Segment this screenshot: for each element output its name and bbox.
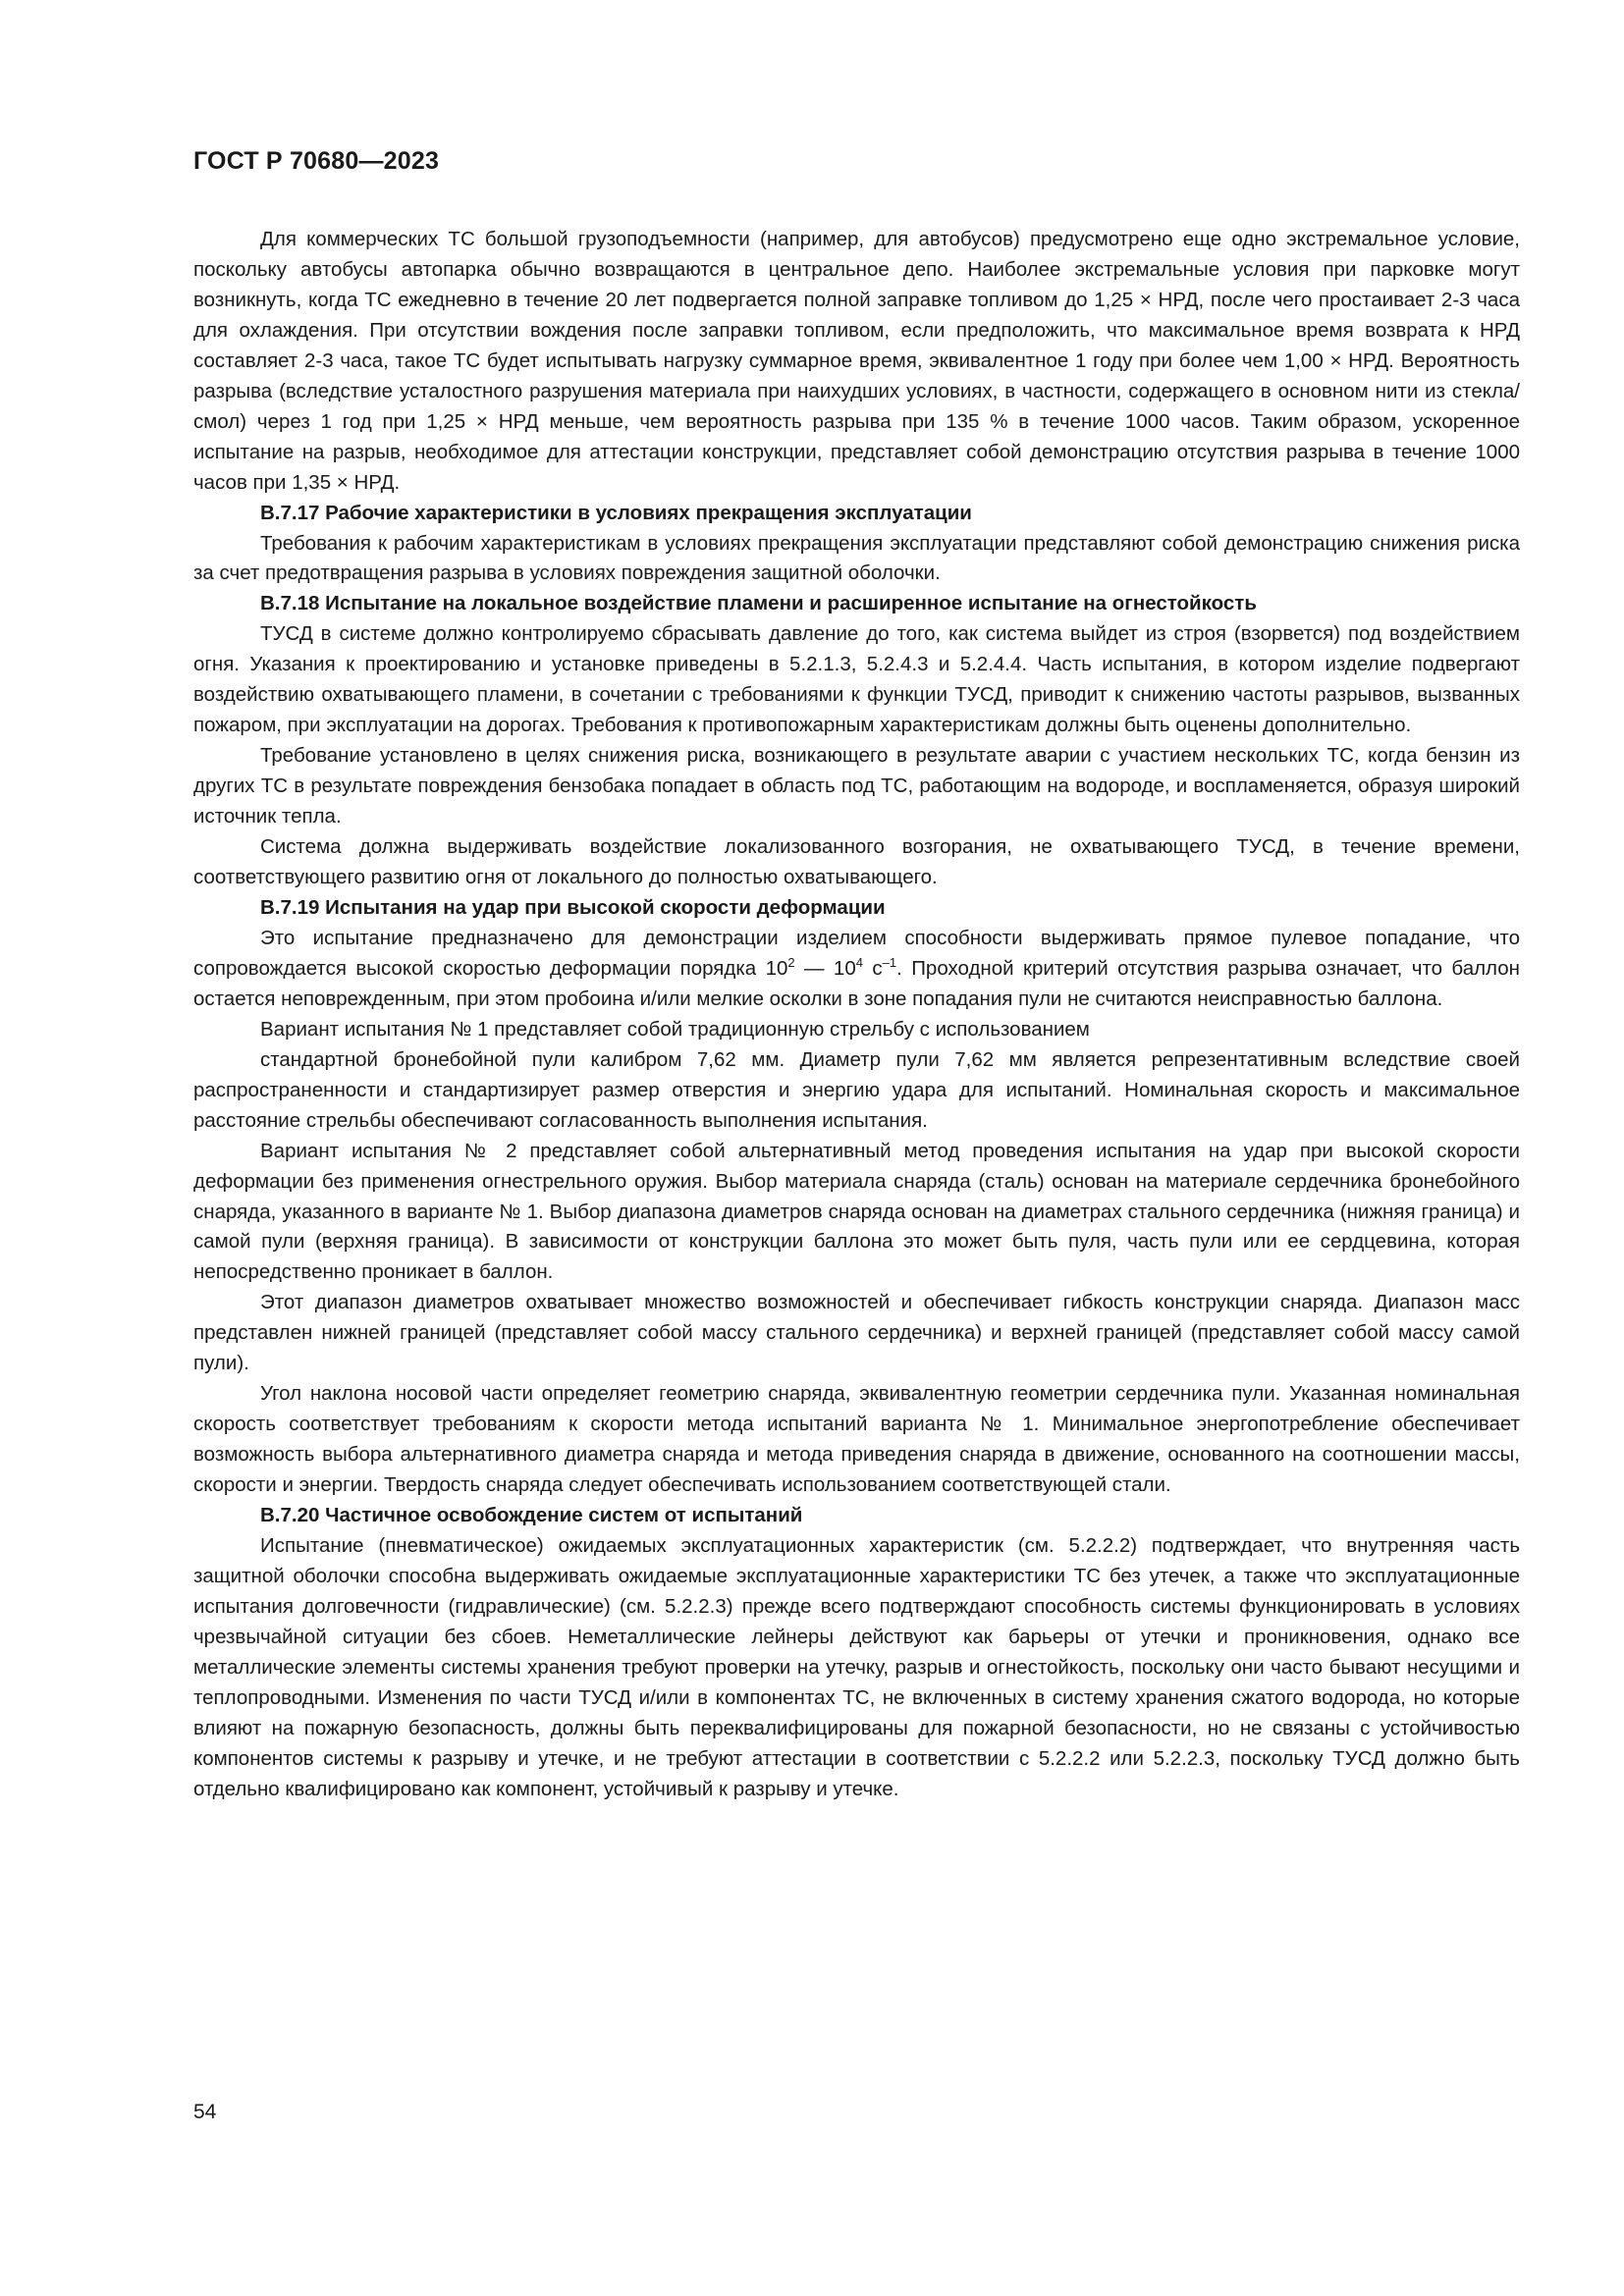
- paragraph-nose-angle: Угол наклона носовой части определяет геометрию снаряда, эквивалентную геометрии сердечника пули. Указанная номинальная скорость соответствует требованиям к скорости метода испытаний варианта № 1. Минимальное энергопотребление обеспечивает возможность выбора альтернативного диаметра снаряда и метода приведения снаряда в движение, основанного на соотношении массы, скорости и энергии. Твердость снаряда следует обеспечивать использованием соответствующей стали.: [193, 1382, 1520, 1497]
- superscript: 4: [855, 954, 863, 970]
- paragraph-high-strain-rate: [193, 924, 1520, 1015]
- page-number: 54: [193, 2101, 217, 2123]
- paragraph-tprd-fire: ТУСД в системе должно контролируемо сбрасывать давление до того, как система выйдет из строя (взорвется) под воздействием огня. Указания к проектированию и установке приведены в 5.2.1.3, 5.2.4.3 и 5.2.4.4. Часть испытания, в котором изделие подвергают воздействию охватывающего пламени, в сочетании с требованиями к функции ТУСД, приводит к снижению частоты разрывов, вызванных пожаром, при эксплуатации на дорогах. Требования к противопожарным характеристикам должны быть оценены дополнительно.: [193, 622, 1520, 737]
- text-run: Это испытание предназначено для демонстрации изделием способности выдерживать прямое пулевое попадание, что сопровождается высокой скоростью деформации порядка 10: [193, 926, 1520, 980]
- text-run: — 10: [794, 956, 856, 980]
- paragraph-diameter-range: Этот диапазон диаметров охватывает множество возможностей и обеспечивает гибкость конструкции снаряда. Диапазон масс представлен нижней границей (представляет собой массу стального сердечника) и верхней границей (представляет собой массу самой пули).: [193, 1291, 1520, 1375]
- section-heading-b7-18: В.7.18 Испытание на локальное воздействие пламени и расширенное испытание на огнестойкость: [260, 592, 1257, 615]
- paragraph-partial-exemption: Испытание (пневматическое) ожидаемых эксплуатационных характеристик (см. 5.2.2.2) подтверждает, что внутренняя часть защитной оболочки способна выдерживать ожидаемые эксплуатационные характеристики ТС без утечек, а также что эксплуатационные испытания долговечности (гидравлические) (см. 5.2.2.3) прежде всего подтверждают способность системы функционировать в условиях чрезвычайной ситуации без сбоев. Неметаллические лейнеры действуют как барьеры от утечки и проникновения, однако все металлические элементы системы хранения требуют проверки на утечку, разрыв и огнестойкость, поскольку они часто бывают несущими и теплопроводными. Изменения по части ТУСД и/или в компонентах ТС, не включенных в систему хранения сжатого водорода, но которые влияют на пожарную безопасность, должны быть переквалифицированы для пожарной безопасности, но не связаны с устойчивостью компонентов системы к разрыву и утечке, и не требуют аттестации в соответствии с 5.2.2.2 или 5.2.2.3, поскольку ТУСД должно быть отдельно квалифицировано как компонент, устойчивый к разрыву и утечке.: [193, 1533, 1520, 1800]
- paragraph-heavy-vehicles: Для коммерческих ТС большой грузоподъемности (например, для автобусов) предусмотрено еще одно экстремальное условие, поскольку автобусы автопарка обычно возвращаются в центральное депо. Наиболее экстремальные условия при парковке могут возникнуть, когда ТС ежедневно в течение 20 лет подвергается полной заправке топливом до 1,25 × НРД, после чего простаивает 2-3 часа для охлаждения. При отсутствии вождения после заправки топливом, если предположить, что максимальное время возврата к НРД составляет 2-3 часа, такое ТС будет испытывать нагрузку суммарное время, эквивалентное 1 году при более чем 1,00 × НРД. Вероятность разрыва (вследствие усталостного разрушения материала при наихудших условиях, в частности, содержащего в основном нити из стекла/смол) через 1 год при 1,25 × НРД меньше, чем вероятность разрыва при 135 % в течение 1000 часов. Таким образом, ускоренное испытание на разрыв, необходимое для аттестации конструкции, представляет собой демонстрацию отсутствия разрыва в течение 1000 часов при 1,35 × НРД.: [193, 228, 1520, 494]
- paragraph-risk-reduction: Требование установлено в целях снижения риска, возникающего в результате аварии с участием нескольких ТС, когда бензин из других ТС в результате повреждения бензобака попадает в область под ТС, работающим на водороде, и воспламеняется, образуя широкий источник тепла.: [193, 744, 1520, 828]
- paragraph-variant-1-cont: стандартной бронебойной пули калибром 7,62 мм. Диаметр пули 7,62 мм является репрезентативным вследствие своей распространенности и стандартизирует размер отверстия и энергию удара для испытаний. Номинальная скорость и максимальное расстояние стрельбы обеспечивают согласованность выполнения испытания.: [193, 1047, 1520, 1132]
- text-run: с: [862, 956, 883, 980]
- text-run: . Проходной критерий отсутствия разрыва означает, что баллон остается неповрежденным, при этом пробоина и/или мелкие осколки в зоне попадания пули не считаются неисправностью баллона.: [193, 956, 1520, 1010]
- superscript: –1: [882, 954, 897, 970]
- section-heading-b7-17: В.7.17 Рабочие характеристики в условиях прекращения эксплуатации: [260, 501, 972, 524]
- section-heading-b7-19: В.7.19 Испытания на удар при высокой скорости деформации: [260, 895, 886, 919]
- paragraph-variant-1-line: Вариант испытания № 1 представляет собой традиционную стрельбу с использованием: [260, 1017, 1090, 1041]
- document-header: ГОСТ Р 70680—2023: [193, 147, 440, 175]
- paragraph-localized-fire: Система должна выдерживать воздействие локализованного возгорания, не охватывающего ТУСД, в течение времени, соответствующего развитию огня от локального до полностью охватывающего.: [193, 835, 1520, 889]
- paragraph-variant-2: Вариант испытания № 2 представляет собой альтернативный метод проведения испытания на удар при высокой скорости деформации без применения огнестрельного оружия. Выбор материала снаряда (сталь) основан на материале сердечника бронебойного снаряда, указанного в варианте № 1. Выбор диапазона диаметров снаряда основан на диаметрах стального сердечника (нижняя граница) и самой пули (верхняя граница). В зависимости от конструкции баллона это может быть пуля, часть пули или ее сердцевина, которая непосредственно проникает в баллон.: [193, 1139, 1520, 1284]
- superscript: 2: [787, 954, 795, 970]
- paragraph-end-of-service: Требования к рабочим характеристикам в условиях прекращения эксплуатации представляют собой демонстрацию снижения риска за счет предотвращения разрыва в условиях повреждения защитной оболочки.: [193, 531, 1520, 585]
- document-body: [193, 225, 1520, 1805]
- section-heading-b7-20: В.7.20 Частичное освобождение систем от испытаний: [260, 1504, 803, 1527]
